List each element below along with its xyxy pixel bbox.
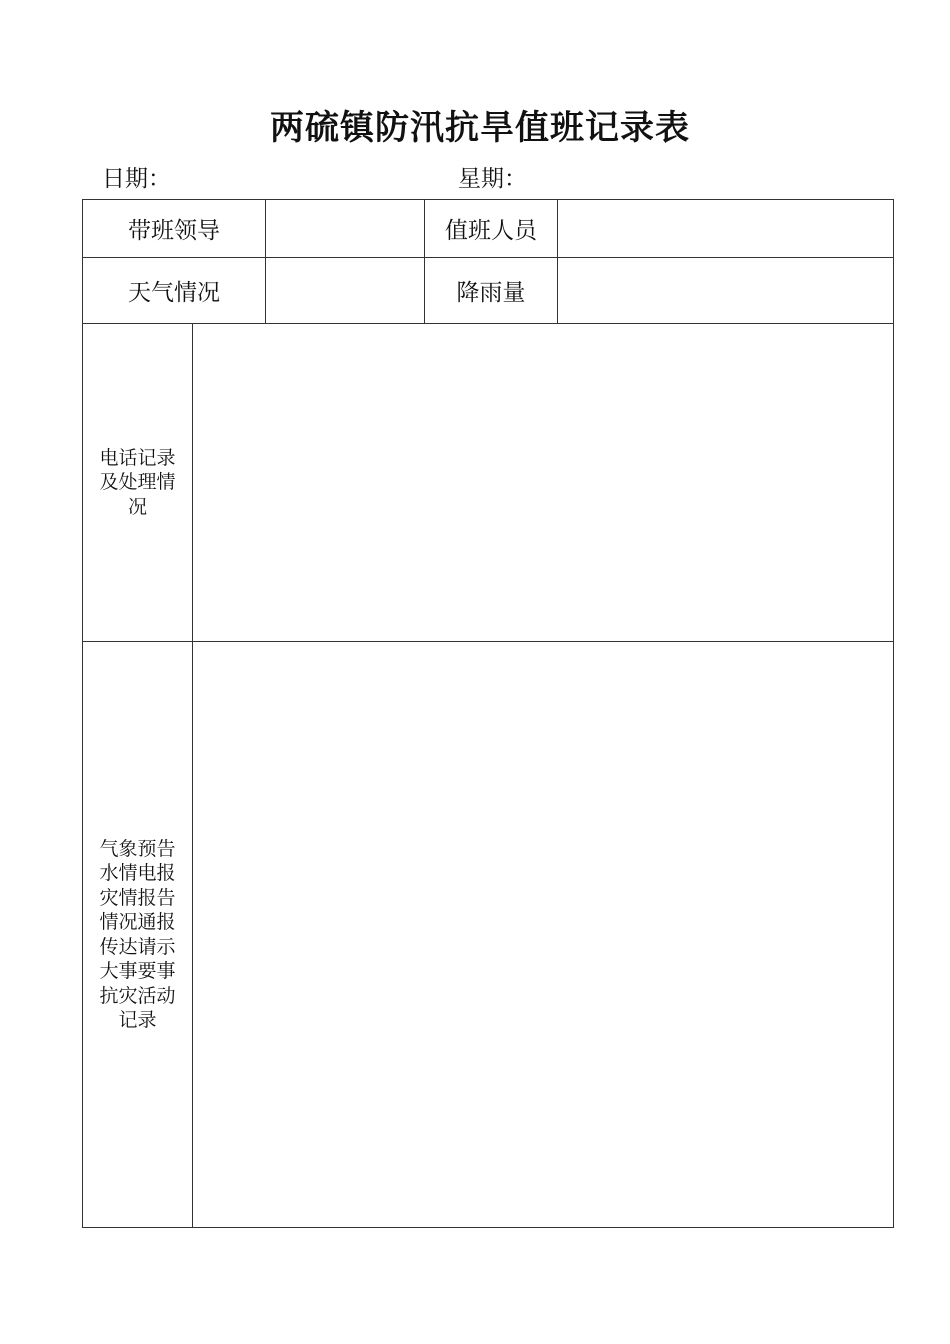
weekday-label: 星期： — [458, 166, 527, 192]
staff-label: 值班人员 — [445, 218, 537, 244]
phone-records-field[interactable] — [192, 323, 894, 642]
weather-label-cell — [82, 257, 266, 324]
events-label: 气象预告水情电报灾情报告情况通报传达请示大事要事抗灾活动记录 — [99, 837, 176, 1031]
leader-label-cell — [82, 199, 266, 258]
weather-field[interactable] — [265, 257, 425, 324]
date-label: 日期： — [102, 166, 171, 192]
staff-field[interactable] — [557, 199, 894, 258]
staff-label-cell — [424, 199, 558, 258]
events-field[interactable] — [192, 641, 894, 1228]
rainfall-label-cell — [424, 257, 558, 324]
rainfall-label: 降雨量 — [456, 280, 526, 306]
events-label-cell — [82, 641, 193, 1228]
leader-field[interactable] — [265, 199, 425, 258]
phone-records-label-cell — [82, 323, 193, 642]
rainfall-field[interactable] — [557, 257, 894, 324]
weather-label: 天气情况 — [128, 280, 220, 306]
phone-records-label: 电话记录及处理情况 — [99, 446, 176, 518]
leader-label: 带班领导 — [128, 218, 220, 244]
form-title: 两硫镇防汛抗旱值班记录表 — [270, 108, 690, 148]
